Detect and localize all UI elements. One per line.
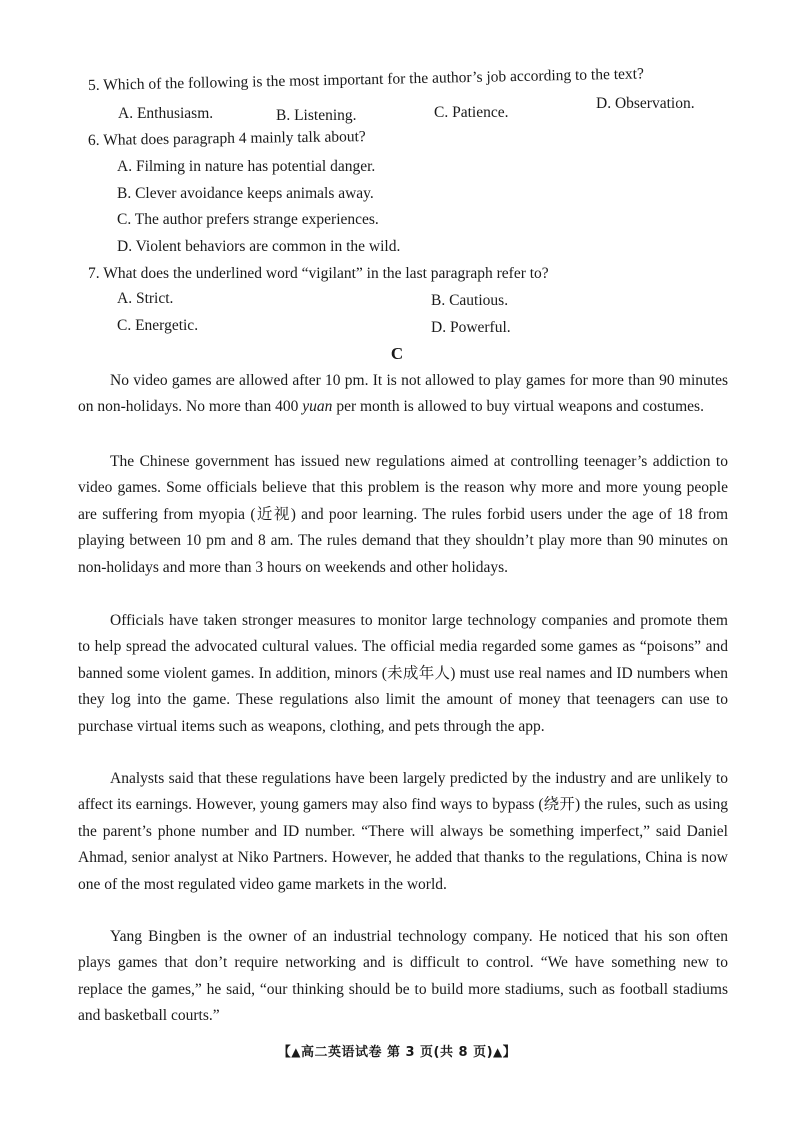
triangle-icon: ▲ xyxy=(493,1045,503,1059)
section-letter: C xyxy=(390,344,404,363)
paragraph-4-text: Analysts said that these regulations have been largely predicted by the industry and are unlikely to affect its earnings. However, young gamers may also find ways to bypass (绕开) the rules, such as using the parent’s phone number and ID number. “There will always be something imperfect,” said Daniel Ahmad, senior analyst at Niko Partners. However, he added that thanks to the regulations, China is now one of the most regulated video game markets in the world. xyxy=(78,770,728,893)
question-7-option-a: A. Strict. xyxy=(117,290,174,307)
paragraph-5-text: Yang Bingben is the owner of an industrial technology company. He noticed that his son often plays games that don’t require networking and is difficult to control. “We have something new to replace the games,” he said, “our thinking should be to build more stadiums, such as football stadiums and basketball courts.” xyxy=(78,928,728,1025)
paragraph-1-text-b: per month is allowed to buy virtual weapons and costumes. xyxy=(332,398,704,416)
passage-paragraph-4 xyxy=(78,766,728,898)
question-7-option-d: D. Powerful. xyxy=(431,319,511,336)
question-7-stem: 7. What does the underlined word “vigilant” in the last paragraph refer to? xyxy=(88,265,549,282)
question-5-option-d: D. Observation. xyxy=(596,95,695,112)
question-6-option-b: B. Clever avoidance keeps animals away. xyxy=(117,185,374,202)
question-5-option-a: A. Enthusiasm. xyxy=(118,105,214,122)
question-5-option-b: B. Listening. xyxy=(276,107,357,124)
footer-right-bracket: 】 xyxy=(502,1045,517,1060)
paragraph-1-text-a: No video games are allowed after 10 pm. It is not allowed to play games for more than 90 minutes on non-holidays. No more than 400 xyxy=(78,372,728,416)
passage-paragraph-3 xyxy=(78,608,728,740)
question-6-option-a: A. Filming in nature has potential danger. xyxy=(117,158,376,175)
paragraph-3-text: Officials have taken stronger measures to monitor large technology companies and promote them to help spread the advocated cultural values. The official media regarded some games as “poisons” and banned some violent games. In addition, minors (未成年人) must use real names and ID numbers when they log into the game. These regulations also limit the amount of money that teenagers can use to purchase virtual items such as weapons, clothing, and pets through the app. xyxy=(78,612,728,735)
yuan-italic: yuan xyxy=(302,398,333,416)
question-7-option-b: B. Cautious. xyxy=(431,292,509,309)
question-6-stem: 6. What does paragraph 4 mainly talk about? xyxy=(87,128,366,149)
paragraph-2-text: The Chinese government has issued new regulations aimed at controlling teenager’s addiction to video games. Some officials believe that this problem is the reason why more and more young people are suffering from myopia (近视) and poor learning. The rules forbid users under the age of 18 from playing between 10 pm and 8 am. The rules demand that they shouldn’t play more than 90 minutes on non-holidays and more than 3 hours on weekends and other holidays. xyxy=(78,453,728,576)
passage-paragraph-1 xyxy=(78,368,728,421)
page-footer xyxy=(0,1041,794,1060)
footer-left-bracket: 【 xyxy=(277,1045,292,1060)
question-7-option-c: C. Energetic. xyxy=(117,317,199,334)
question-5-stem: 5. Which of the following is the most important for the author’s job according to the text? xyxy=(87,65,645,94)
footer-text: 高二英语试卷 第 3 页(共 8 页) xyxy=(300,1045,494,1060)
question-6-option-d: D. Violent behaviors are common in the wild. xyxy=(117,238,401,255)
passage-paragraph-2 xyxy=(78,449,728,581)
triangle-icon: ▲ xyxy=(291,1045,301,1059)
question-5-option-c: C. Patience. xyxy=(434,104,509,121)
passage-paragraph-5 xyxy=(78,924,728,1030)
question-6-option-c: C. The author prefers strange experiences. xyxy=(117,211,379,228)
